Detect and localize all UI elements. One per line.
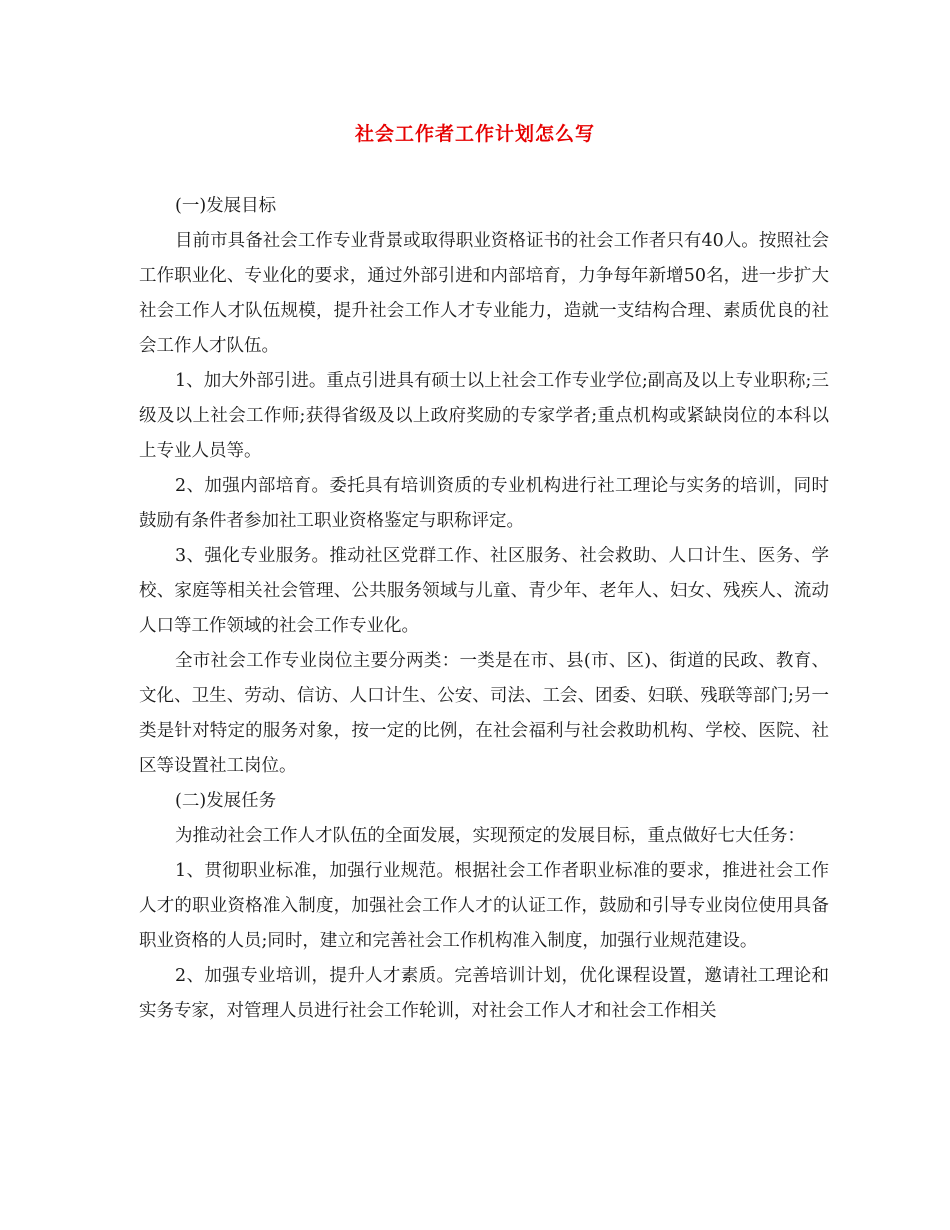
paragraph-professional-service: 3、强化专业服务。推动社区党群工作、社区服务、社会救助、人口计生、医务、学校、家庭等相关社会管理、公共服务领域与儿童、青少年、老年人、妇女、残疾人、流动人口等工作领域的社会工作专业化。 xyxy=(139,546,829,636)
paragraph-internal-training: 2、加强内部培育。委托具有培训资质的专业机构进行社工理论与实务的培训，同时鼓励有条件者参加社工职业资格鉴定与职称评定。 xyxy=(139,476,829,531)
section-heading-goals: (一)发展目标 xyxy=(175,196,277,216)
paragraph-task-2: 2、加强专业培训，提升人才素质。完善培训计划，优化课程设置，邀请社工理论和实务专家，对管理人员进行社会工作轮训，对社会工作人才和社会工作相关 xyxy=(139,966,829,1021)
paragraph-external-recruitment: 1、加大外部引进。重点引进具有硕士以上社会工作专业学位;副高及以上专业职称;三级及以上社会工作师;获得省级及以上政府奖励的专家学者;重点机构或紧缺岗位的本科以上专业人员等。 xyxy=(139,371,829,461)
document-title: 社会工作者工作计划怎么写 xyxy=(354,123,595,145)
paragraph-task-1: 1、贯彻职业标准，加强行业规范。根据社会工作者职业标准的要求，推进社会工作人才的职业资格准入制度，加强社会工作人才的认证工作，鼓励和引导专业岗位使用具备职业资格的人员;同时，建立和完善社会工作机构准入制度，加强行业规范建设。 xyxy=(139,861,829,951)
document-body xyxy=(139,189,829,1029)
paragraph-job-categories: 全市社会工作专业岗位主要分两类：一类是在市、县(市、区)、街道的民政、教育、文化、卫生、劳动、信访、人口计生、公安、司法、工会、团委、妇联、残联等部门;另一类是针对特定的服务对象，按一定的比例，在社会福利与社会救助机构、学校、医院、社区等设置社工岗位。 xyxy=(139,651,829,776)
section-heading-tasks: (二)发展任务 xyxy=(175,791,277,811)
paragraph-current-status: 目前市具备社会工作专业背景或取得职业资格证书的社会工作者只有40人。按照社会工作职业化、专业化的要求，通过外部引进和内部培育，力争每年新增50名，进一步扩大社会工作人才队伍规模，提升社会工作人才专业能力，造就一支结构合理、素质优良的社会工作人才队伍。 xyxy=(139,231,829,356)
paragraph-tasks-intro: 为推动社会工作人才队伍的全面发展，实现预定的发展目标，重点做好七大任务： xyxy=(175,826,805,846)
